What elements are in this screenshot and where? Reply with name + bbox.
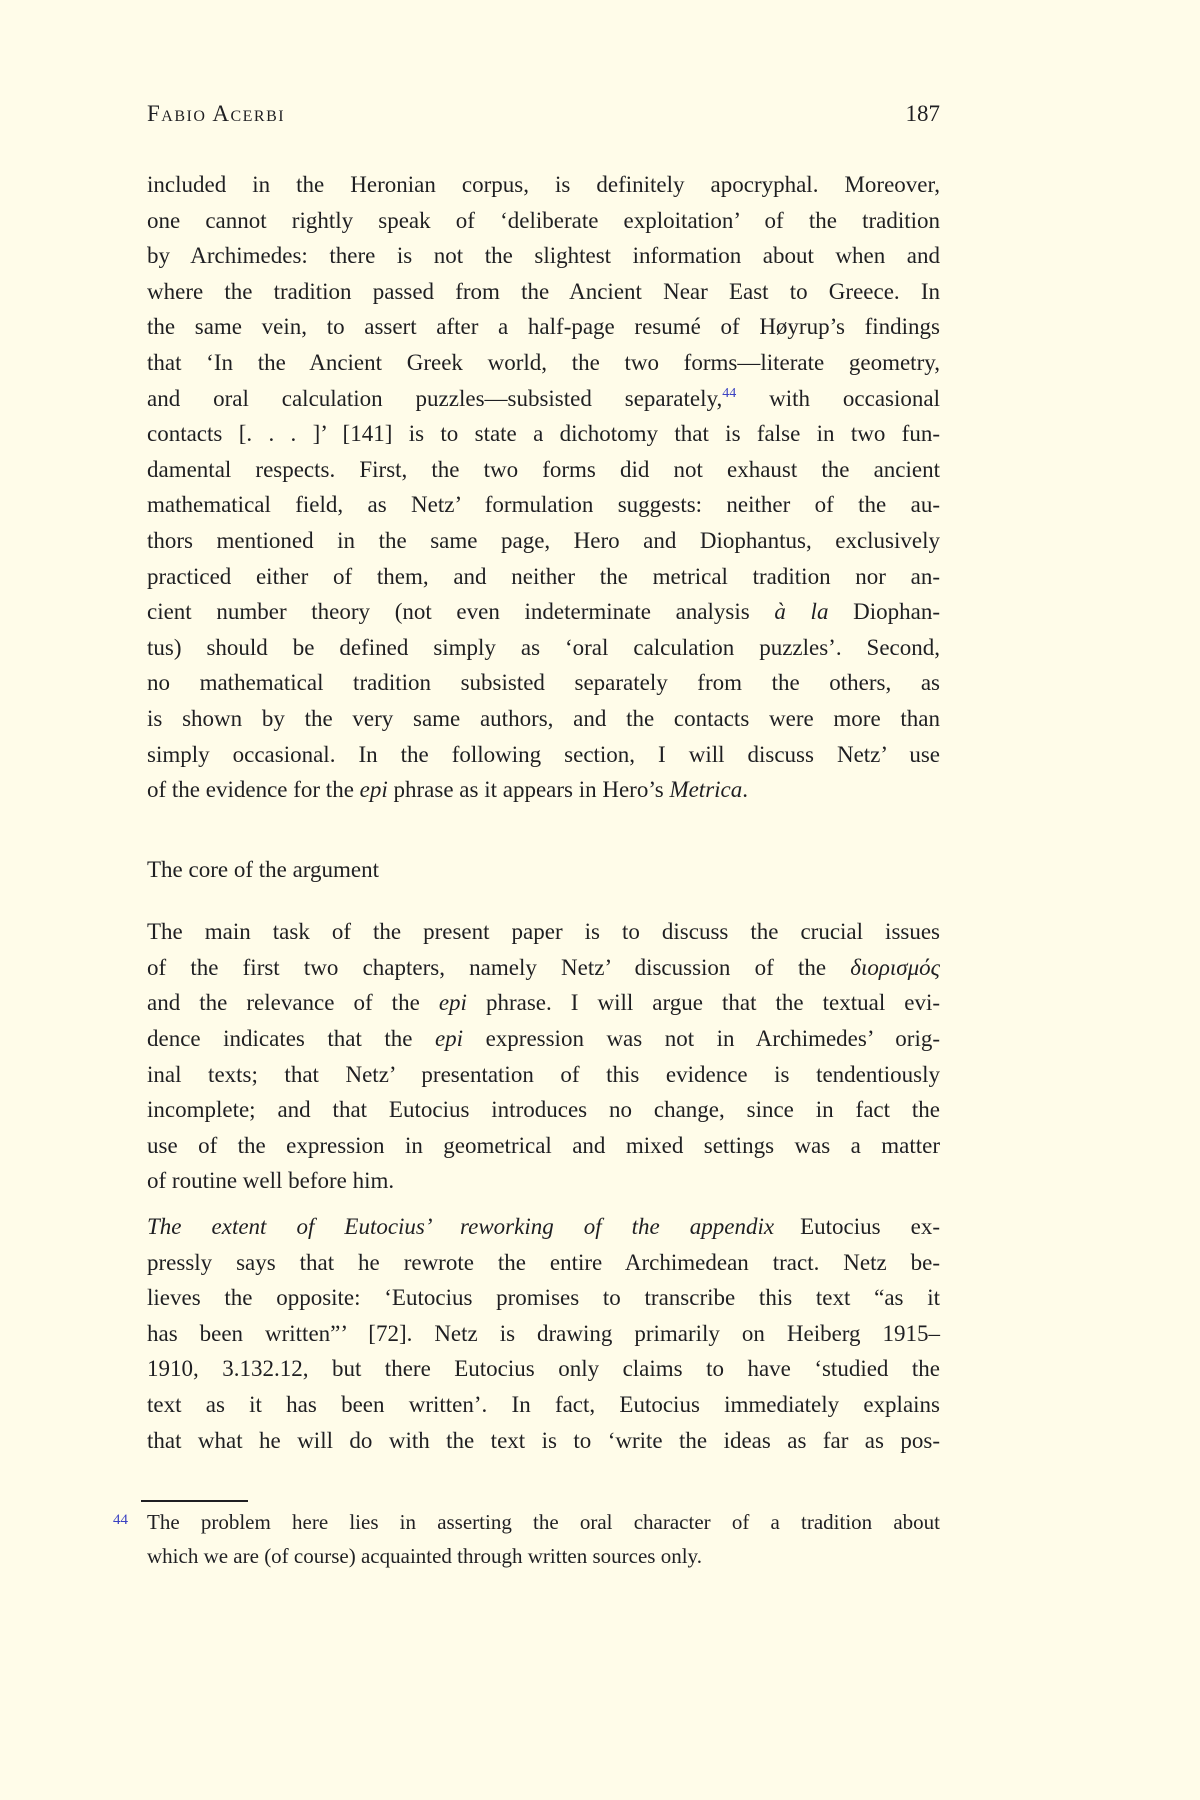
text-line bbox=[147, 1505, 940, 1539]
text-line bbox=[147, 523, 940, 559]
text-line bbox=[147, 950, 940, 986]
text-run: with occasional bbox=[736, 385, 940, 411]
text-line bbox=[147, 274, 940, 310]
text-line bbox=[147, 203, 940, 239]
text-line bbox=[147, 701, 940, 737]
text-run: Diophan- bbox=[828, 599, 940, 625]
text-line bbox=[147, 1351, 940, 1387]
text-run: phrase as it appears in Hero’s bbox=[387, 777, 670, 803]
text-line bbox=[147, 1128, 940, 1164]
text-run: dence indicates that the bbox=[147, 1026, 435, 1052]
italic-run: The extent of Eutocius’ reworking of the appendix bbox=[147, 1214, 775, 1240]
page-header bbox=[147, 100, 940, 128]
text-run: mathematical field, as Netz’ formulation suggests: neither of the au- bbox=[147, 492, 940, 518]
text-line bbox=[147, 985, 940, 1021]
text-run: The main task of the present paper is to discuss the crucial issues bbox=[147, 919, 940, 945]
text-line bbox=[147, 1021, 940, 1057]
text-run: lieves the opposite: ‘Eutocius promises to transcribe this text “as it bbox=[147, 1285, 940, 1311]
italic-run: epi bbox=[359, 777, 388, 803]
text-line bbox=[147, 167, 940, 203]
text-run: tus) should be defined simply as ‘oral calculation puzzles’. Second, bbox=[147, 634, 940, 660]
text-line bbox=[147, 487, 940, 523]
text-run: thors mentioned in the same page, Hero and Diophantus, exclusively bbox=[147, 527, 940, 553]
text-line bbox=[147, 1539, 940, 1573]
text-line bbox=[147, 1209, 940, 1245]
text-line bbox=[147, 665, 940, 701]
text-run: that what he will do with the text is to ‘write the ideas as far as pos- bbox=[147, 1427, 940, 1453]
text-run: inal texts; that Netz’ presentation of this evidence is tendentiously bbox=[147, 1061, 940, 1087]
text-line bbox=[147, 1163, 940, 1199]
text-run: of the evidence for the bbox=[147, 777, 360, 803]
text-line bbox=[147, 1092, 940, 1128]
text-line bbox=[147, 559, 940, 595]
text-run: expression was not in Archimedes’ orig- bbox=[463, 1026, 941, 1052]
text-run: practiced either of them, and neither the metrical tradition nor an- bbox=[147, 563, 940, 589]
text-run: . bbox=[742, 777, 748, 803]
text-run: text as it has been written’. In fact, Eutocius immediately explains bbox=[147, 1392, 940, 1417]
text-run: the same vein, to assert after a half-page resumé of Høyrup’s findings bbox=[147, 314, 940, 340]
text-run: included in the Heronian corpus, is definitely apocryphal. Moreover, bbox=[147, 172, 940, 197]
text-run: and oral calculation puzzles—subsisted separately, bbox=[147, 385, 723, 411]
text-run: one cannot rightly speak of ‘deliberate exploitation’ of the tradition bbox=[147, 207, 940, 233]
paragraph bbox=[147, 914, 940, 1199]
text-line bbox=[147, 1316, 940, 1352]
italic-run: à la bbox=[774, 599, 829, 625]
italic-run: epi bbox=[434, 1026, 464, 1052]
text-line bbox=[147, 1245, 940, 1281]
text-run: of routine well before him. bbox=[147, 1168, 395, 1194]
text-line bbox=[147, 416, 940, 452]
section-heading: The core of the argument bbox=[147, 856, 380, 882]
text-run: no mathematical tradition subsisted separately from the others, as bbox=[147, 670, 940, 696]
page-number: 187 bbox=[905, 101, 940, 126]
footnote-separator-rule bbox=[141, 1500, 248, 1502]
text-run: where the tradition passed from the Ancient Near East to Greece. In bbox=[147, 278, 940, 304]
text-run: has been written”’ [72]. Netz is drawing primarily on Heiberg 1915– bbox=[147, 1320, 940, 1346]
text-line bbox=[147, 381, 940, 417]
text-line bbox=[147, 914, 940, 950]
text-run: by Archimedes: there is not the slightest information about when and bbox=[147, 243, 940, 269]
text-run: The problem here lies in asserting the oral character of a tradition about bbox=[147, 1510, 940, 1535]
text-line bbox=[147, 772, 940, 808]
text-run: contacts [. . . ]’ [141] is to state a dichotomy that is false in two fun- bbox=[147, 421, 940, 447]
text-run: simply occasional. In the following section, I will discuss Netz’ use bbox=[147, 741, 940, 767]
text-run: that ‘In the Ancient Greek world, the two forms—literate geometry, bbox=[147, 349, 940, 375]
text-line bbox=[147, 345, 940, 381]
text-run: which we are (of course) acquainted through written sources only. bbox=[147, 1544, 702, 1569]
text-line bbox=[147, 1280, 940, 1316]
text-run: and the relevance of the bbox=[147, 990, 439, 1016]
text-run: use of the expression in geometrical and mixed settings was a matter bbox=[147, 1132, 940, 1158]
text-line bbox=[147, 1423, 940, 1459]
text-line bbox=[147, 1057, 940, 1093]
paragraph bbox=[147, 167, 940, 808]
text-run: incomplete; and that Eutocius introduces no change, since in fact the bbox=[147, 1097, 940, 1123]
text-line bbox=[147, 1387, 940, 1423]
text-line bbox=[147, 309, 940, 345]
text-run: pressly says that he rewrote the entire Archimedean tract. Netz be- bbox=[147, 1249, 940, 1275]
text-line bbox=[147, 452, 940, 488]
text-line bbox=[147, 238, 940, 274]
text-run: damental respects. First, the two forms did not exhaust the ancient bbox=[147, 456, 940, 482]
text-run: of the first two chapters, namely Netz’ discussion of the bbox=[147, 954, 851, 980]
footnote-text bbox=[113, 1505, 940, 1573]
text-line bbox=[147, 630, 940, 666]
italic-run: διορισμός bbox=[850, 954, 940, 980]
author-name: Fabio Acerbi bbox=[147, 101, 286, 126]
text-run: 1910, 3.132.12, but there Eutocius only claims to have ‘studied the bbox=[147, 1356, 940, 1382]
footnote-ref-link[interactable]: 44 bbox=[722, 385, 737, 401]
text-run: cient number theory (not even indeterminate analysis bbox=[147, 599, 775, 625]
italic-run: Metrica bbox=[669, 777, 743, 803]
footnote bbox=[113, 1500, 940, 1573]
text-line bbox=[147, 594, 940, 630]
footnote-marker[interactable]: 44 bbox=[113, 1512, 128, 1529]
text-run: phrase. I will argue that the textual evi- bbox=[466, 990, 940, 1016]
text-line bbox=[147, 737, 940, 773]
paragraph bbox=[147, 1209, 940, 1458]
text-run: is shown by the very same authors, and the contacts were more than bbox=[147, 705, 940, 731]
text-run: Eutocius ex- bbox=[800, 1214, 940, 1240]
italic-run: epi bbox=[438, 990, 467, 1016]
